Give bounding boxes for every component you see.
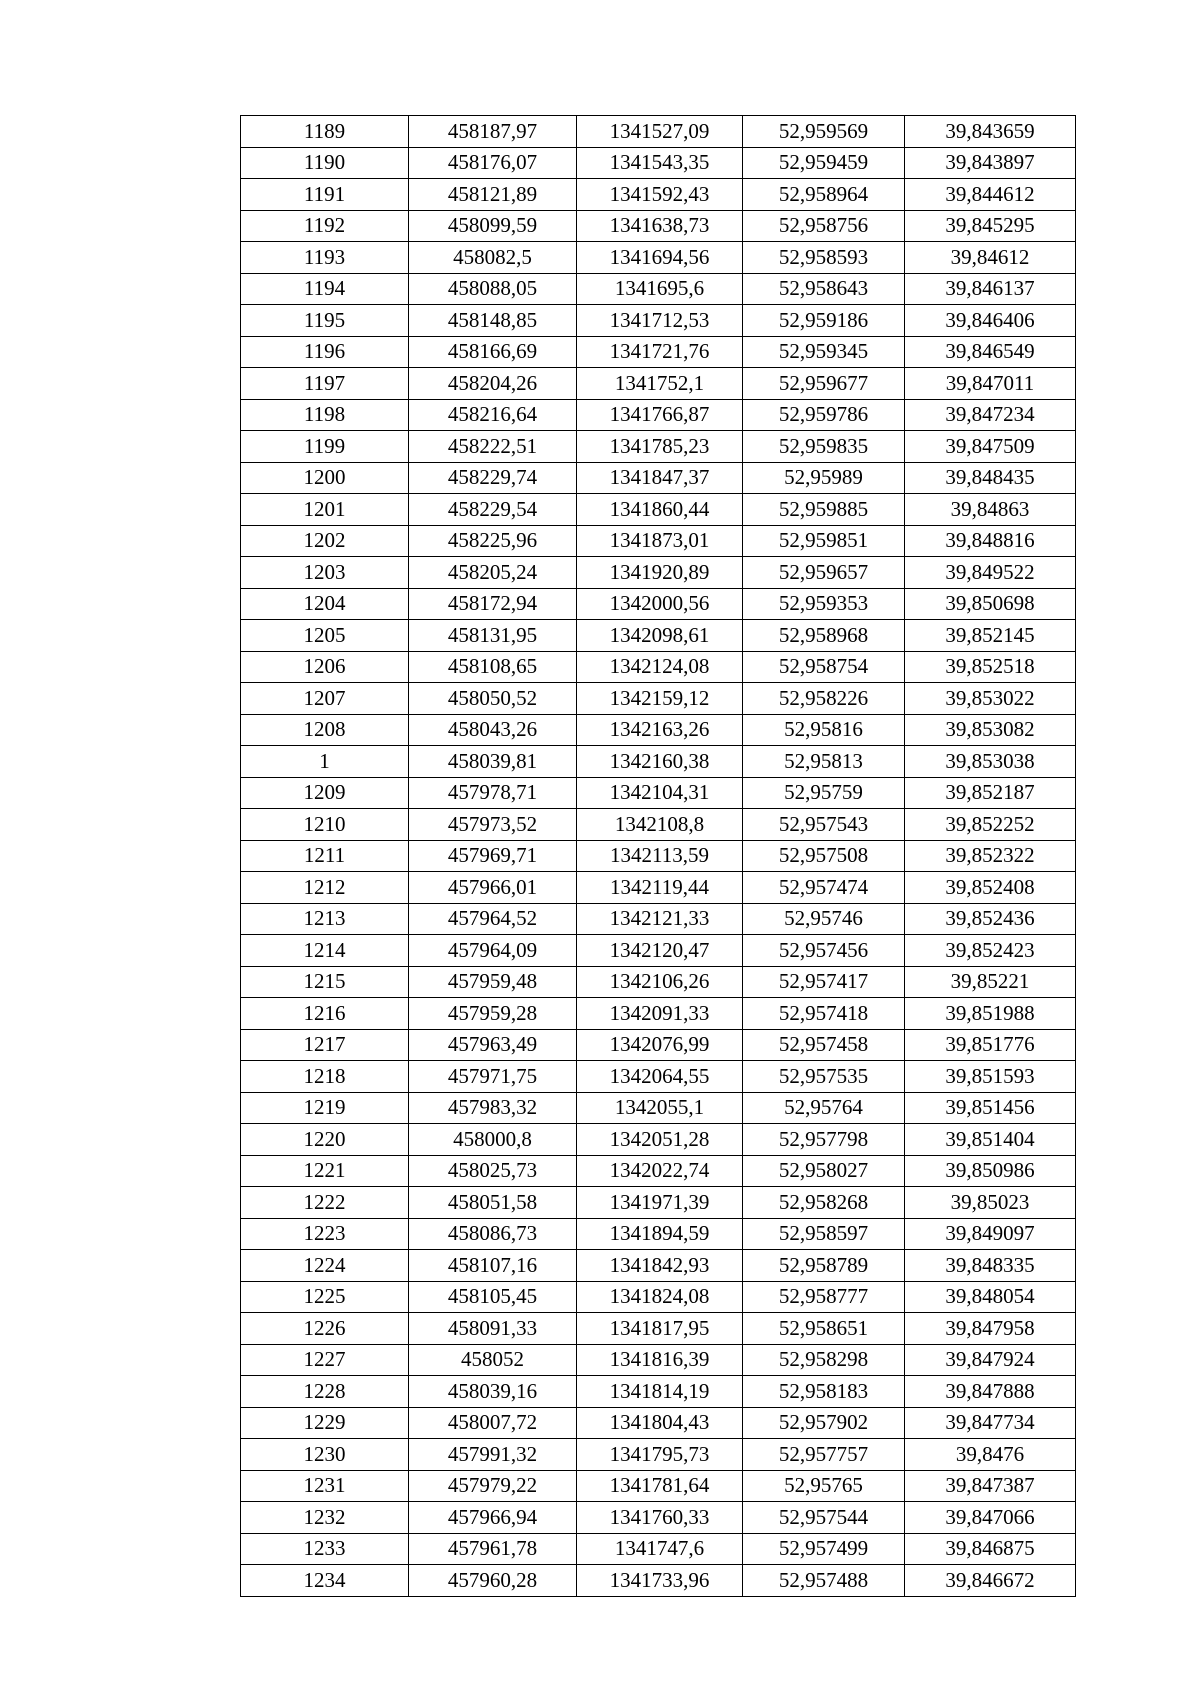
longitude-cell: 39,84612 [905,242,1076,274]
point-number-cell: 1226 [241,1313,409,1345]
longitude-cell: 39,85023 [905,1187,1076,1219]
y-coordinate-cell: 1342104,31 [577,777,743,809]
table-row [241,336,1076,368]
table-row [241,935,1076,967]
latitude-cell: 52,957418 [743,998,905,1030]
x-coordinate-cell: 458051,58 [409,1187,577,1219]
y-coordinate-cell: 1341543,35 [577,147,743,179]
y-coordinate-cell: 1341721,76 [577,336,743,368]
y-coordinate-cell: 1342124,08 [577,651,743,683]
longitude-cell: 39,851988 [905,998,1076,1030]
point-number-cell: 1222 [241,1187,409,1219]
x-coordinate-cell: 458148,85 [409,305,577,337]
x-coordinate-cell: 458229,74 [409,462,577,494]
latitude-cell: 52,959569 [743,116,905,148]
table-row [241,903,1076,935]
table-row [241,1155,1076,1187]
longitude-cell: 39,851776 [905,1029,1076,1061]
latitude-cell: 52,959677 [743,368,905,400]
y-coordinate-cell: 1342121,33 [577,903,743,935]
longitude-cell: 39,849522 [905,557,1076,589]
y-coordinate-cell: 1341860,44 [577,494,743,526]
point-number-cell: 1232 [241,1502,409,1534]
point-number-cell: 1200 [241,462,409,494]
latitude-cell: 52,957508 [743,840,905,872]
latitude-cell: 52,958027 [743,1155,905,1187]
longitude-cell: 39,852436 [905,903,1076,935]
y-coordinate-cell: 1341695,6 [577,273,743,305]
y-coordinate-cell: 1341592,43 [577,179,743,211]
x-coordinate-cell: 457971,75 [409,1061,577,1093]
x-coordinate-cell: 458007,72 [409,1407,577,1439]
x-coordinate-cell: 458088,05 [409,273,577,305]
point-number-cell: 1210 [241,809,409,841]
latitude-cell: 52,957458 [743,1029,905,1061]
y-coordinate-cell: 1341971,39 [577,1187,743,1219]
table-row [241,746,1076,778]
longitude-cell: 39,846406 [905,305,1076,337]
y-coordinate-cell: 1341781,64 [577,1470,743,1502]
longitude-cell: 39,853022 [905,683,1076,715]
latitude-cell: 52,957499 [743,1533,905,1565]
point-number-cell: 1225 [241,1281,409,1313]
latitude-cell: 52,959885 [743,494,905,526]
latitude-cell: 52,958643 [743,273,905,305]
point-number-cell: 1189 [241,116,409,148]
latitude-cell: 52,958789 [743,1250,905,1282]
table-row [241,273,1076,305]
table-row [241,1313,1076,1345]
table-row [241,1092,1076,1124]
longitude-cell: 39,848054 [905,1281,1076,1313]
y-coordinate-cell: 1341847,37 [577,462,743,494]
point-number-cell: 1223 [241,1218,409,1250]
x-coordinate-cell: 458121,89 [409,179,577,211]
table-row [241,1061,1076,1093]
x-coordinate-cell: 457983,32 [409,1092,577,1124]
x-coordinate-cell: 458204,26 [409,368,577,400]
x-coordinate-cell: 458229,54 [409,494,577,526]
table-row [241,399,1076,431]
x-coordinate-cell: 458039,16 [409,1376,577,1408]
longitude-cell: 39,844612 [905,179,1076,211]
table-row [241,431,1076,463]
y-coordinate-cell: 1341638,73 [577,210,743,242]
latitude-cell: 52,95816 [743,714,905,746]
point-number-cell: 1221 [241,1155,409,1187]
x-coordinate-cell: 458052 [409,1344,577,1376]
table-row [241,116,1076,148]
table-row [241,872,1076,904]
y-coordinate-cell: 1341694,56 [577,242,743,274]
latitude-cell: 52,959851 [743,525,905,557]
latitude-cell: 52,957902 [743,1407,905,1439]
longitude-cell: 39,847924 [905,1344,1076,1376]
latitude-cell: 52,958268 [743,1187,905,1219]
table-row [241,210,1076,242]
table-row [241,1439,1076,1471]
point-number-cell: 1191 [241,179,409,211]
table-row [241,1187,1076,1219]
table-row [241,1029,1076,1061]
y-coordinate-cell: 1341814,19 [577,1376,743,1408]
longitude-cell: 39,84863 [905,494,1076,526]
point-number-cell: 1194 [241,273,409,305]
point-number-cell: 1220 [241,1124,409,1156]
longitude-cell: 39,85221 [905,966,1076,998]
y-coordinate-cell: 1342119,44 [577,872,743,904]
latitude-cell: 52,958183 [743,1376,905,1408]
latitude-cell: 52,958777 [743,1281,905,1313]
point-number-cell: 1 [241,746,409,778]
table-row [241,588,1076,620]
latitude-cell: 52,958226 [743,683,905,715]
y-coordinate-cell: 1341816,39 [577,1344,743,1376]
x-coordinate-cell: 457969,71 [409,840,577,872]
longitude-cell: 39,845295 [905,210,1076,242]
longitude-cell: 39,8476 [905,1439,1076,1471]
x-coordinate-cell: 457959,48 [409,966,577,998]
longitude-cell: 39,852423 [905,935,1076,967]
x-coordinate-cell: 457979,22 [409,1470,577,1502]
longitude-cell: 39,852408 [905,872,1076,904]
y-coordinate-cell: 1342159,12 [577,683,743,715]
latitude-cell: 52,958964 [743,179,905,211]
table-row [241,462,1076,494]
table-row [241,305,1076,337]
longitude-cell: 39,851404 [905,1124,1076,1156]
latitude-cell: 52,957417 [743,966,905,998]
longitude-cell: 39,848435 [905,462,1076,494]
table-row [241,1565,1076,1597]
y-coordinate-cell: 1341760,33 [577,1502,743,1534]
point-number-cell: 1190 [241,147,409,179]
point-number-cell: 1199 [241,431,409,463]
y-coordinate-cell: 1341752,1 [577,368,743,400]
latitude-cell: 52,95746 [743,903,905,935]
x-coordinate-cell: 457966,94 [409,1502,577,1534]
point-number-cell: 1192 [241,210,409,242]
y-coordinate-cell: 1342108,8 [577,809,743,841]
x-coordinate-cell: 458107,16 [409,1250,577,1282]
y-coordinate-cell: 1342022,74 [577,1155,743,1187]
longitude-cell: 39,852252 [905,809,1076,841]
y-coordinate-cell: 1342160,38 [577,746,743,778]
table-row [241,1376,1076,1408]
point-number-cell: 1213 [241,903,409,935]
latitude-cell: 52,958593 [743,242,905,274]
latitude-cell: 52,957757 [743,1439,905,1471]
point-number-cell: 1218 [241,1061,409,1093]
table-row [241,620,1076,652]
latitude-cell: 52,957544 [743,1502,905,1534]
longitude-cell: 39,847509 [905,431,1076,463]
y-coordinate-cell: 1342076,99 [577,1029,743,1061]
y-coordinate-cell: 1342113,59 [577,840,743,872]
point-number-cell: 1201 [241,494,409,526]
x-coordinate-cell: 458172,94 [409,588,577,620]
point-number-cell: 1196 [241,336,409,368]
longitude-cell: 39,848816 [905,525,1076,557]
point-number-cell: 1214 [241,935,409,967]
longitude-cell: 39,846137 [905,273,1076,305]
x-coordinate-cell: 457960,28 [409,1565,577,1597]
point-number-cell: 1216 [241,998,409,1030]
latitude-cell: 52,958597 [743,1218,905,1250]
y-coordinate-cell: 1342000,56 [577,588,743,620]
coordinates-table-body [241,116,1076,1597]
y-coordinate-cell: 1342098,61 [577,620,743,652]
longitude-cell: 39,849097 [905,1218,1076,1250]
latitude-cell: 52,958968 [743,620,905,652]
latitude-cell: 52,95765 [743,1470,905,1502]
table-row [241,998,1076,1030]
point-number-cell: 1203 [241,557,409,589]
point-number-cell: 1228 [241,1376,409,1408]
table-row [241,651,1076,683]
latitude-cell: 52,957535 [743,1061,905,1093]
latitude-cell: 52,959459 [743,147,905,179]
latitude-cell: 52,958298 [743,1344,905,1376]
table-row [241,840,1076,872]
table-row [241,777,1076,809]
table-row [241,1250,1076,1282]
longitude-cell: 39,846549 [905,336,1076,368]
point-number-cell: 1207 [241,683,409,715]
y-coordinate-cell: 1341824,08 [577,1281,743,1313]
latitude-cell: 52,959345 [743,336,905,368]
latitude-cell: 52,959657 [743,557,905,589]
point-number-cell: 1206 [241,651,409,683]
longitude-cell: 39,847011 [905,368,1076,400]
latitude-cell: 52,959835 [743,431,905,463]
point-number-cell: 1211 [241,840,409,872]
x-coordinate-cell: 458166,69 [409,336,577,368]
x-coordinate-cell: 457964,09 [409,935,577,967]
longitude-cell: 39,847066 [905,1502,1076,1534]
point-number-cell: 1212 [241,872,409,904]
table-row [241,147,1076,179]
table-row [241,683,1076,715]
x-coordinate-cell: 457966,01 [409,872,577,904]
longitude-cell: 39,846672 [905,1565,1076,1597]
x-coordinate-cell: 458050,52 [409,683,577,715]
y-coordinate-cell: 1342106,26 [577,966,743,998]
point-number-cell: 1208 [241,714,409,746]
table-row [241,1533,1076,1565]
longitude-cell: 39,847387 [905,1470,1076,1502]
point-number-cell: 1205 [241,620,409,652]
y-coordinate-cell: 1341795,73 [577,1439,743,1471]
x-coordinate-cell: 457991,32 [409,1439,577,1471]
longitude-cell: 39,853082 [905,714,1076,746]
latitude-cell: 52,958754 [743,651,905,683]
table-row [241,368,1076,400]
table-row [241,525,1076,557]
point-number-cell: 1231 [241,1470,409,1502]
y-coordinate-cell: 1341785,23 [577,431,743,463]
x-coordinate-cell: 458099,59 [409,210,577,242]
y-coordinate-cell: 1341873,01 [577,525,743,557]
y-coordinate-cell: 1341894,59 [577,1218,743,1250]
x-coordinate-cell: 458086,73 [409,1218,577,1250]
table-row [241,809,1076,841]
x-coordinate-cell: 458187,97 [409,116,577,148]
x-coordinate-cell: 458091,33 [409,1313,577,1345]
x-coordinate-cell: 458225,96 [409,525,577,557]
latitude-cell: 52,95813 [743,746,905,778]
y-coordinate-cell: 1342091,33 [577,998,743,1030]
table-row [241,1218,1076,1250]
longitude-cell: 39,847734 [905,1407,1076,1439]
point-number-cell: 1193 [241,242,409,274]
x-coordinate-cell: 458108,65 [409,651,577,683]
latitude-cell: 52,958651 [743,1313,905,1345]
table-row [241,179,1076,211]
latitude-cell: 52,959186 [743,305,905,337]
latitude-cell: 52,958756 [743,210,905,242]
table-row [241,242,1076,274]
table-row [241,1124,1076,1156]
point-number-cell: 1197 [241,368,409,400]
point-number-cell: 1219 [241,1092,409,1124]
longitude-cell: 39,846875 [905,1533,1076,1565]
point-number-cell: 1198 [241,399,409,431]
point-number-cell: 1217 [241,1029,409,1061]
latitude-cell: 52,95759 [743,777,905,809]
point-number-cell: 1215 [241,966,409,998]
point-number-cell: 1209 [241,777,409,809]
point-number-cell: 1204 [241,588,409,620]
point-number-cell: 1195 [241,305,409,337]
latitude-cell: 52,957456 [743,935,905,967]
y-coordinate-cell: 1341842,93 [577,1250,743,1282]
latitude-cell: 52,959353 [743,588,905,620]
x-coordinate-cell: 458216,64 [409,399,577,431]
latitude-cell: 52,957798 [743,1124,905,1156]
x-coordinate-cell: 457978,71 [409,777,577,809]
longitude-cell: 39,852322 [905,840,1076,872]
table-row [241,714,1076,746]
x-coordinate-cell: 457963,49 [409,1029,577,1061]
x-coordinate-cell: 458025,73 [409,1155,577,1187]
longitude-cell: 39,852518 [905,651,1076,683]
longitude-cell: 39,843659 [905,116,1076,148]
coordinates-table [240,115,1076,1597]
x-coordinate-cell: 458043,26 [409,714,577,746]
x-coordinate-cell: 458131,95 [409,620,577,652]
x-coordinate-cell: 458000,8 [409,1124,577,1156]
y-coordinate-cell: 1341817,95 [577,1313,743,1345]
x-coordinate-cell: 458082,5 [409,242,577,274]
y-coordinate-cell: 1341527,09 [577,116,743,148]
latitude-cell: 52,959786 [743,399,905,431]
point-number-cell: 1233 [241,1533,409,1565]
y-coordinate-cell: 1341804,43 [577,1407,743,1439]
table-row [241,1502,1076,1534]
longitude-cell: 39,850986 [905,1155,1076,1187]
latitude-cell: 52,957543 [743,809,905,841]
table-row [241,494,1076,526]
latitude-cell: 52,957474 [743,872,905,904]
point-number-cell: 1234 [241,1565,409,1597]
x-coordinate-cell: 457973,52 [409,809,577,841]
longitude-cell: 39,847958 [905,1313,1076,1345]
longitude-cell: 39,852145 [905,620,1076,652]
y-coordinate-cell: 1342163,26 [577,714,743,746]
longitude-cell: 39,851456 [905,1092,1076,1124]
table-row [241,1407,1076,1439]
table-row [241,557,1076,589]
latitude-cell: 52,957488 [743,1565,905,1597]
y-coordinate-cell: 1341747,6 [577,1533,743,1565]
table-row [241,1281,1076,1313]
table-row [241,1344,1076,1376]
point-number-cell: 1202 [241,525,409,557]
longitude-cell: 39,853038 [905,746,1076,778]
x-coordinate-cell: 458176,07 [409,147,577,179]
y-coordinate-cell: 1341733,96 [577,1565,743,1597]
table-row [241,1470,1076,1502]
x-coordinate-cell: 457964,52 [409,903,577,935]
longitude-cell: 39,843897 [905,147,1076,179]
longitude-cell: 39,848335 [905,1250,1076,1282]
point-number-cell: 1229 [241,1407,409,1439]
y-coordinate-cell: 1341712,53 [577,305,743,337]
point-number-cell: 1227 [241,1344,409,1376]
x-coordinate-cell: 458039,81 [409,746,577,778]
longitude-cell: 39,851593 [905,1061,1076,1093]
x-coordinate-cell: 457959,28 [409,998,577,1030]
x-coordinate-cell: 458222,51 [409,431,577,463]
point-number-cell: 1224 [241,1250,409,1282]
y-coordinate-cell: 1342055,1 [577,1092,743,1124]
x-coordinate-cell: 457961,78 [409,1533,577,1565]
y-coordinate-cell: 1341920,89 [577,557,743,589]
y-coordinate-cell: 1341766,87 [577,399,743,431]
y-coordinate-cell: 1342051,28 [577,1124,743,1156]
point-number-cell: 1230 [241,1439,409,1471]
x-coordinate-cell: 458205,24 [409,557,577,589]
longitude-cell: 39,852187 [905,777,1076,809]
x-coordinate-cell: 458105,45 [409,1281,577,1313]
y-coordinate-cell: 1342120,47 [577,935,743,967]
y-coordinate-cell: 1342064,55 [577,1061,743,1093]
latitude-cell: 52,95989 [743,462,905,494]
longitude-cell: 39,850698 [905,588,1076,620]
latitude-cell: 52,95764 [743,1092,905,1124]
table-row [241,966,1076,998]
longitude-cell: 39,847234 [905,399,1076,431]
longitude-cell: 39,847888 [905,1376,1076,1408]
